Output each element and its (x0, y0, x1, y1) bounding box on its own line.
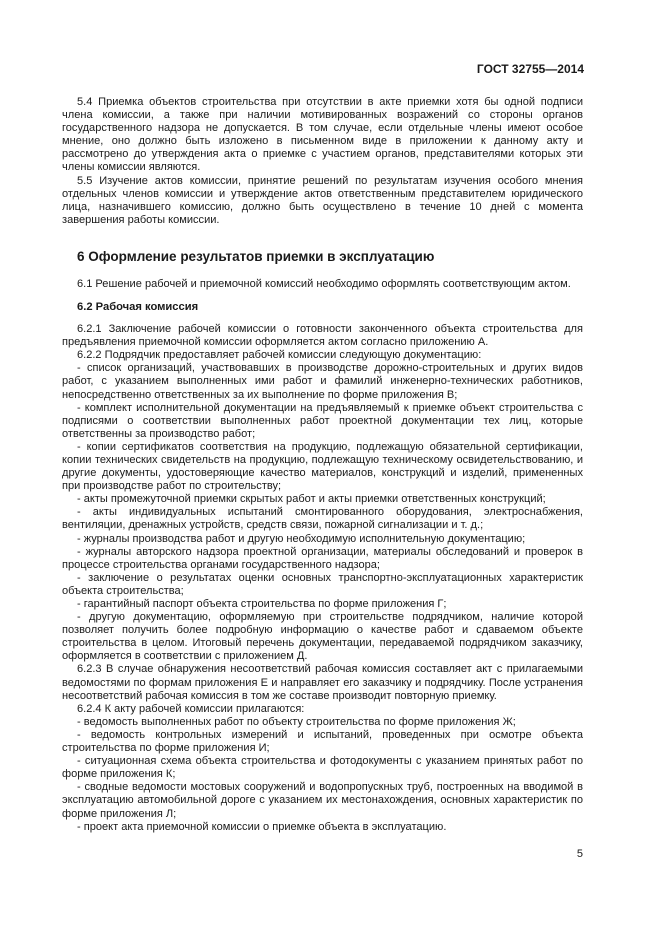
document-standard-number: ГОСТ 32755—2014 (476, 62, 584, 76)
paragraph: - журналы производства работ и другую необходимую исполнительную документацию; (77, 532, 526, 545)
paragraph: - список организаций, участвовавших в производстве дорожно-строительных и других видов работ, с указанием выполненных ими работ и фамилий инженерно-технических работников, непосредственно ответственных за их выполнение по форме приложения В; (62, 362, 583, 401)
page-number: 5 (576, 848, 583, 860)
paragraph: - проект акта приемочной комиссии о приемке объекта в эксплуатацию. (77, 820, 447, 833)
paragraph: - другую документацию, оформляемую при строительстве подрядчиком, наличие которой позволяет получить более подробную информацию о качестве работ и сдаваемом объекте строительства в целом. Итоговый перечень документации, передаваемой подрядчиком заказчику, оформляется в соответствии с приложением Д. (62, 611, 583, 663)
paragraph: 6.2.2 Подрядчик предоставляет рабочей комиссии следующую документацию: (77, 349, 482, 362)
paragraph: - ситуационная схема объекта строительства и фотодокументы с указанием принятых работ по форме приложения К; (62, 755, 583, 781)
paragraph: - акты промежуточной приемки скрытых работ и акты приемки ответственных конструкций; (77, 493, 546, 506)
document-body (62, 96, 583, 834)
paragraph: - ведомость контрольных измерений и испытаний, проведенных при осмотре объекта строительства по форме приложения И; (62, 728, 583, 755)
paragraph: 5.5 Изучение актов комиссии, принятие решений по результатам изучения особого мнения отдельных членов комиссии и утверждение актов ответственным представителем юридического лица, назначившего комиссию, должно быть осуществлено в течение 10 дней с момента завершения работы комиссии. (62, 174, 583, 226)
paragraph: - копии сертификатов соответствия на продукцию, подлежащую обязательной сертификации, копии технических свидетельств на продукцию, подлежащую техническому освидетельствованию, и другие документы, удостоверяющие качество материалов, конструкций и изделий, примененных при производстве работ по строительству; (62, 440, 583, 493)
paragraph: 6.2.3 В случае обнаружения несоответствий рабочая комиссия составляет акт с прилагаемыми ведомостями по формам приложения Е и направляет его заказчику и подрядчику. После устранения несоответствий рабочая комиссия в том же составе производит повторную приемку. (62, 663, 583, 702)
subsection-heading: 6.2 Рабочая комиссия (77, 301, 199, 314)
paragraph: - сводные ведомости мостовых сооружений и водопропускных труб, построенных на вводимой в эксплуатацию автомобильной дороге с указанием их местонахождения, основных характеристик по форме приложения Л; (62, 781, 583, 820)
section-heading: 6 Оформление результатов приемки в эксплуатацию (77, 248, 435, 264)
paragraph: - журналы авторского надзора проектной организации, материалы обследований и проверок в процессе строительства органами государственного надзора; (62, 545, 583, 571)
paragraph: - заключение о результатах оценки основных транспортно-эксплуатационных характеристик объекта строительства; (62, 571, 583, 597)
paragraph: - акты индивидуальных испытаний смонтированного оборудования, электроснабжения, вентиляции, дренажных устройств, средств связи, пожарной сигнализации и т. д.; (62, 506, 583, 532)
paragraph: 6.2.1 Заключение рабочей комиссии о готовности законченного объекта строительства для предъявления приемочной комиссии оформляется актом согласно приложению А. (62, 323, 583, 349)
paragraph: - ведомость выполненных работ по объекту строительства по форме приложения Ж; (77, 715, 516, 728)
paragraph: 5.4 Приемка объектов строительства при отсутствии в акте приемки хотя бы одной подписи члена комиссии, а также при наличии мотивированных возражений со стороны органов государственного надзора не допускается. В том случае, если отдельные члены имеют особое мнение, оно должно быть изложено в письменном виде в приложении к данному акту и рассмотрено до утверждения акта о приемке с участием органов, представителями которых эти члены комиссии являются. (62, 96, 583, 174)
paragraph: - гарантийный паспорт объекта строительства по форме приложения Г; (77, 598, 447, 610)
paragraph: - комплект исполнительной документации на предъявляемый к приемке объект строительства с подписями о соответствии выполненных работ проектной документации тех лиц, которые ответственны за производство работ; (62, 401, 583, 440)
paragraph: 6.2.4 К акту рабочей комиссии прилагаются: (77, 702, 305, 715)
paragraph: 6.1 Решение рабочей и приемочной комиссий необходимо оформлять соответствующим актом. (77, 277, 571, 290)
